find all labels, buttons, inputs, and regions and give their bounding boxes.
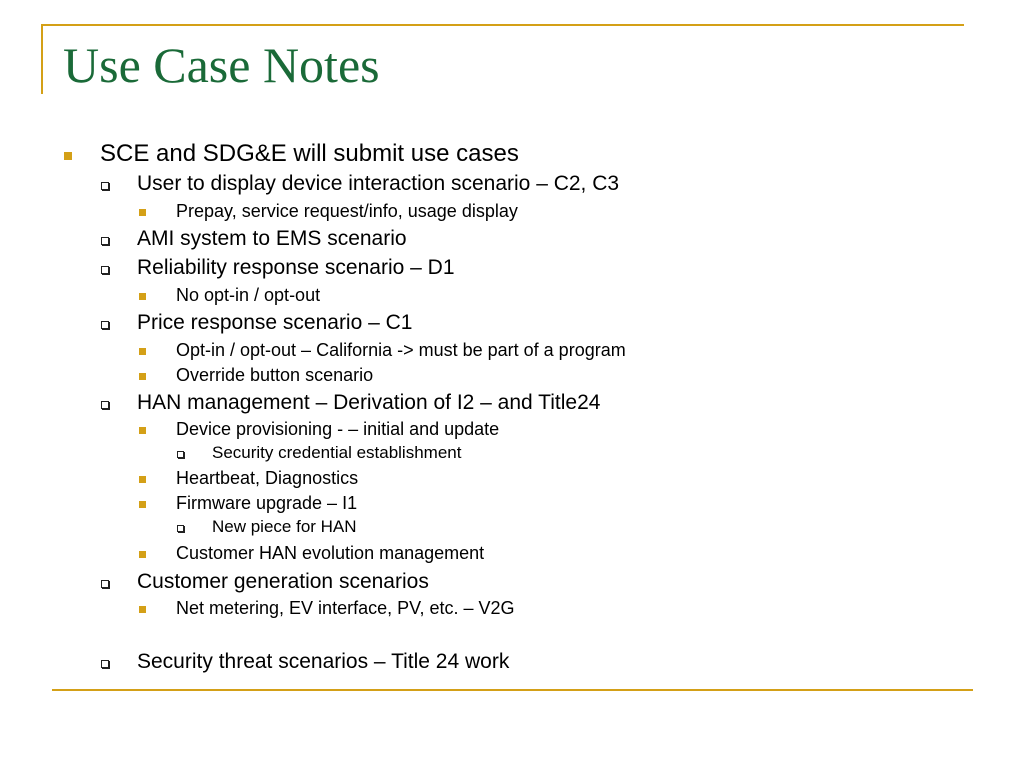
bullet-text-level-2: Customer generation scenarios [137, 570, 429, 593]
square-bullet-icon [139, 427, 146, 434]
bullet-text-level-2: Price response scenario – C1 [137, 311, 413, 334]
bullet-text-level-3: Customer HAN evolution management [176, 543, 485, 563]
bullet-text-level-4: Security credential establishment [212, 443, 462, 462]
square-bullet-icon [139, 209, 146, 216]
bullet-text-level-3: Device provisioning - – initial and update [176, 419, 500, 439]
square-bullet-icon [139, 606, 146, 613]
bullet-text-level-2: User to display device interaction scenario – C2, C3 [137, 172, 620, 195]
square-bullet-icon [139, 501, 146, 508]
checkbox-bullet-icon [101, 401, 109, 409]
bullet-text-level-4: New piece for HAN [212, 517, 357, 536]
square-bullet-icon [139, 476, 146, 483]
bottom-rule [52, 689, 973, 691]
bullet-text-level-3: Heartbeat, Diagnostics [176, 468, 359, 488]
bullet-text-level-2: AMI system to EMS scenario [137, 227, 407, 250]
square-bullet-icon [139, 551, 146, 558]
top-rule [41, 24, 964, 26]
square-bullet-icon [64, 152, 72, 160]
bullet-text-level-1: SCE and SDG&E will submit use cases [100, 140, 519, 167]
checkbox-bullet-icon [101, 580, 109, 588]
bullet-text-level-2: HAN management – Derivation of I2 – and Title24 [137, 391, 601, 414]
checkbox-bullet-icon [101, 237, 109, 245]
bullet-text-level-3: Prepay, service request/info, usage display [176, 201, 518, 221]
bullet-text-level-3: Firmware upgrade – I1 [176, 493, 358, 513]
bullet-text-level-2: Security threat scenarios – Title 24 work [137, 650, 510, 673]
slide-title: Use Case Notes [63, 37, 380, 93]
checkbox-bullet-icon [101, 182, 109, 190]
left-rule [41, 24, 43, 94]
checkbox-bullet-icon [101, 266, 109, 274]
checkbox-bullet-icon [101, 660, 109, 668]
square-bullet-icon [139, 373, 146, 380]
square-bullet-icon [139, 293, 146, 300]
checkbox-bullet-icon [177, 525, 184, 532]
bullet-text-level-2: Reliability response scenario – D1 [137, 256, 455, 279]
square-bullet-icon [139, 348, 146, 355]
checkbox-bullet-icon [177, 451, 184, 458]
bullet-text-level-3: Override button scenario [176, 365, 374, 385]
bullet-text-level-3: Net metering, EV interface, PV, etc. – V2G [176, 598, 515, 618]
bullet-text-level-3: No opt-in / opt-out [176, 285, 321, 305]
checkbox-bullet-icon [101, 321, 109, 329]
bullet-text-level-3: Opt-in / opt-out – California -> must be part of a program [176, 340, 626, 360]
